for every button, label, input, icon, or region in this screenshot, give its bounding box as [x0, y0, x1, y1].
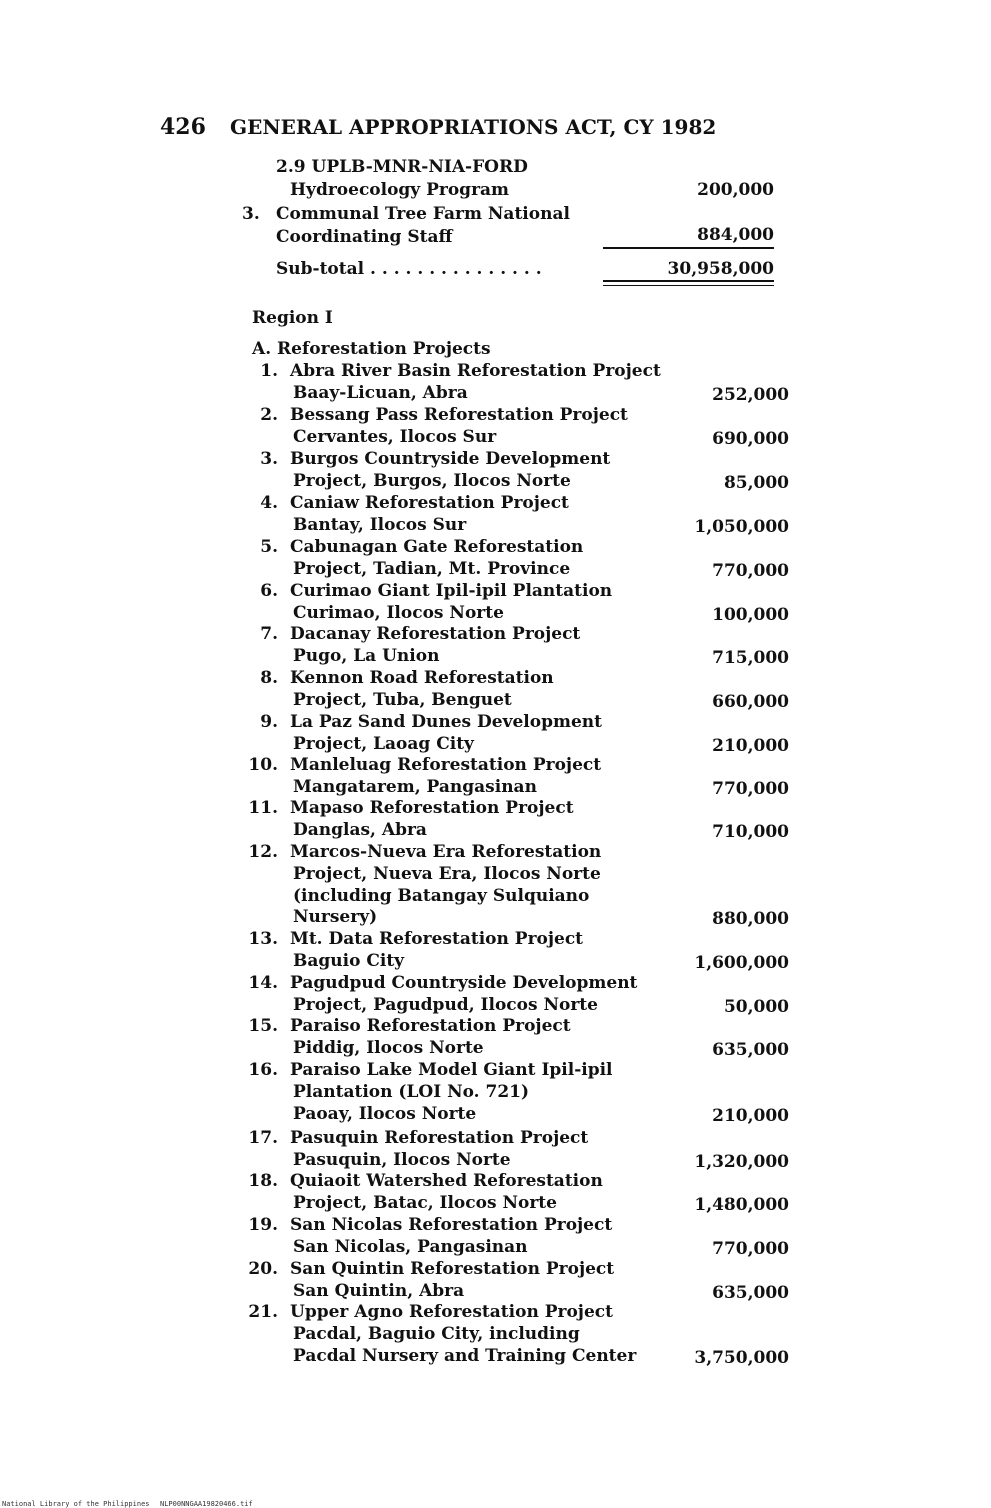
project-line: (including Batangay Sulquiano — [293, 885, 590, 906]
project-amount: 770,000 — [712, 778, 789, 799]
project-line: Cervantes, Ilocos Sur — [293, 426, 497, 447]
project-line: San Nicolas Reforestation Project — [290, 1215, 613, 1235]
item-2-9-line2: Hydroecology Program — [290, 180, 510, 200]
project-line: Project, Burgos, Ilocos Norte — [293, 470, 571, 491]
project-line: Curimao Giant Ipil-ipil Plantation — [290, 581, 613, 601]
item-3-number: 3. — [242, 204, 260, 224]
project-amount: 770,000 — [712, 1238, 789, 1259]
item-2-9-line1: 2.9 UPLB-MNR-NIA-FORD — [276, 157, 528, 177]
project-line: Upper Agno Reforestation Project — [290, 1302, 613, 1322]
project-number: 15. — [248, 1016, 278, 1036]
project-line: Baay-Licuan, Abra — [293, 382, 468, 403]
project-number: 7. — [260, 624, 278, 644]
project-line: Paoay, Ilocos Norte — [293, 1103, 477, 1124]
project-amount: 100,000 — [712, 604, 789, 625]
project-number: 2. — [260, 405, 278, 425]
project-line: San Quintin Reforestation Project — [290, 1259, 615, 1279]
project-line: Project, Nueva Era, Ilocos Norte — [293, 863, 601, 884]
subtotal-label: Sub-total . . . . . . . . . . . . . . . — [276, 259, 542, 279]
project-line: Paraiso Reforestation Project — [290, 1016, 571, 1036]
project-line: Cabunagan Gate Reforestation — [290, 537, 584, 557]
project-number: 19. — [248, 1215, 278, 1235]
project-amount: 85,000 — [723, 472, 789, 493]
project-amount: 770,000 — [712, 560, 789, 581]
project-line: Pacdal, Baguio City, including — [293, 1323, 580, 1344]
project-number: 20. — [248, 1259, 278, 1279]
project-amount: 635,000 — [712, 1039, 789, 1060]
project-line: Project, Batac, Ilocos Norte — [293, 1192, 557, 1213]
subtotal-double-rule — [603, 280, 774, 286]
project-number: 5. — [260, 537, 278, 557]
project-line: Dacanay Reforestation Project — [290, 624, 581, 644]
subtotal-amount: 30,958,000 — [667, 259, 774, 279]
item-2-9-amount: 200,000 — [697, 180, 774, 200]
project-number: 6. — [260, 581, 278, 601]
project-line: Caniaw Reforestation Project — [290, 493, 569, 513]
project-line: Danglas, Abra — [293, 819, 427, 840]
project-line: Manleluag Reforestation Project — [290, 755, 602, 775]
project-amount: 210,000 — [712, 735, 789, 756]
page-number: 426 — [160, 114, 206, 140]
project-line: Plantation (LOI No. 721) — [293, 1081, 530, 1102]
project-line: Mapaso Reforestation Project — [290, 798, 574, 818]
footer-filename: NLP00NNGAA19820466.tif — [160, 1500, 253, 1508]
project-number: 12. — [248, 842, 278, 862]
project-line: Pagudpud Countryside Development — [290, 973, 638, 993]
project-amount: 50,000 — [723, 996, 789, 1017]
project-number: 8. — [260, 668, 278, 688]
project-amount: 690,000 — [712, 428, 789, 449]
project-amount: 1,600,000 — [694, 952, 789, 973]
project-line: Mangatarem, Pangasinan — [293, 776, 537, 797]
project-line: Kennon Road Reforestation — [290, 668, 554, 688]
project-line: Pasuquin, Ilocos Norte — [293, 1149, 511, 1170]
page-header-title: GENERAL APPROPRIATIONS ACT, CY 1982 — [230, 115, 717, 139]
project-amount: 3,750,000 — [694, 1347, 789, 1368]
project-line: Marcos-Nueva Era Reforestation — [290, 842, 602, 862]
project-line: Bantay, Ilocos Sur — [293, 514, 467, 535]
project-line: Mt. Data Reforestation Project — [290, 929, 584, 949]
project-number: 14. — [248, 973, 278, 993]
project-number: 10. — [248, 755, 278, 775]
project-line: Abra River Basin Reforestation Project — [290, 361, 661, 381]
project-amount: 1,320,000 — [694, 1151, 789, 1172]
project-line: Paraiso Lake Model Giant Ipil-ipil — [290, 1060, 613, 1080]
project-line: Bessang Pass Reforestation Project — [290, 405, 628, 425]
project-line: Quiaoit Watershed Reforestation — [290, 1171, 603, 1191]
project-line: Burgos Countryside Development — [290, 449, 611, 469]
section-title: A. Reforestation Projects — [252, 339, 491, 359]
project-line: Project, Laoag City — [293, 733, 474, 754]
item-3-line1: Communal Tree Farm National — [276, 204, 570, 224]
region-title: Region I — [252, 308, 333, 328]
project-line: La Paz Sand Dunes Development — [290, 712, 602, 732]
project-line: San Nicolas, Pangasinan — [293, 1236, 528, 1257]
project-line: Project, Tadian, Mt. Province — [293, 558, 571, 579]
project-number: 17. — [248, 1128, 278, 1148]
project-amount: 880,000 — [712, 909, 789, 930]
project-amount: 252,000 — [712, 384, 789, 405]
subtotal-rule — [603, 247, 774, 249]
project-number: 18. — [248, 1171, 278, 1191]
project-amount: 710,000 — [712, 821, 789, 842]
project-number: 3. — [260, 449, 278, 469]
item-3-line2: Coordinating Staff — [276, 227, 453, 247]
project-number: 1. — [260, 361, 278, 381]
project-line: Project, Tuba, Benguet — [293, 689, 512, 710]
project-number: 4. — [260, 493, 278, 513]
project-line: San Quintin, Abra — [293, 1280, 465, 1301]
project-amount: 1,480,000 — [694, 1194, 789, 1215]
project-line: Baguio City — [293, 950, 405, 971]
project-number: 16. — [248, 1060, 278, 1080]
footer-source: National Library of the Philippines — [2, 1500, 150, 1508]
project-line: Piddig, Ilocos Norte — [293, 1037, 484, 1058]
project-line: Curimao, Ilocos Norte — [293, 602, 504, 623]
project-line: Nursery) — [293, 907, 378, 928]
project-line: Project, Pagudpud, Ilocos Norte — [293, 994, 598, 1015]
project-line: Pacdal Nursery and Training Center — [293, 1345, 637, 1366]
project-number: 13. — [248, 929, 278, 949]
project-line: Pasuquin Reforestation Project — [290, 1128, 589, 1148]
project-line: Pugo, La Union — [293, 645, 440, 666]
project-number: 9. — [260, 712, 278, 732]
project-amount: 210,000 — [712, 1105, 789, 1126]
project-number: 11. — [248, 798, 278, 818]
item-3-amount: 884,000 — [697, 225, 774, 245]
project-amount: 635,000 — [712, 1282, 789, 1303]
project-amount: 1,050,000 — [694, 516, 789, 537]
project-amount: 660,000 — [712, 691, 789, 712]
project-amount: 715,000 — [712, 647, 789, 668]
project-number: 21. — [248, 1302, 278, 1322]
